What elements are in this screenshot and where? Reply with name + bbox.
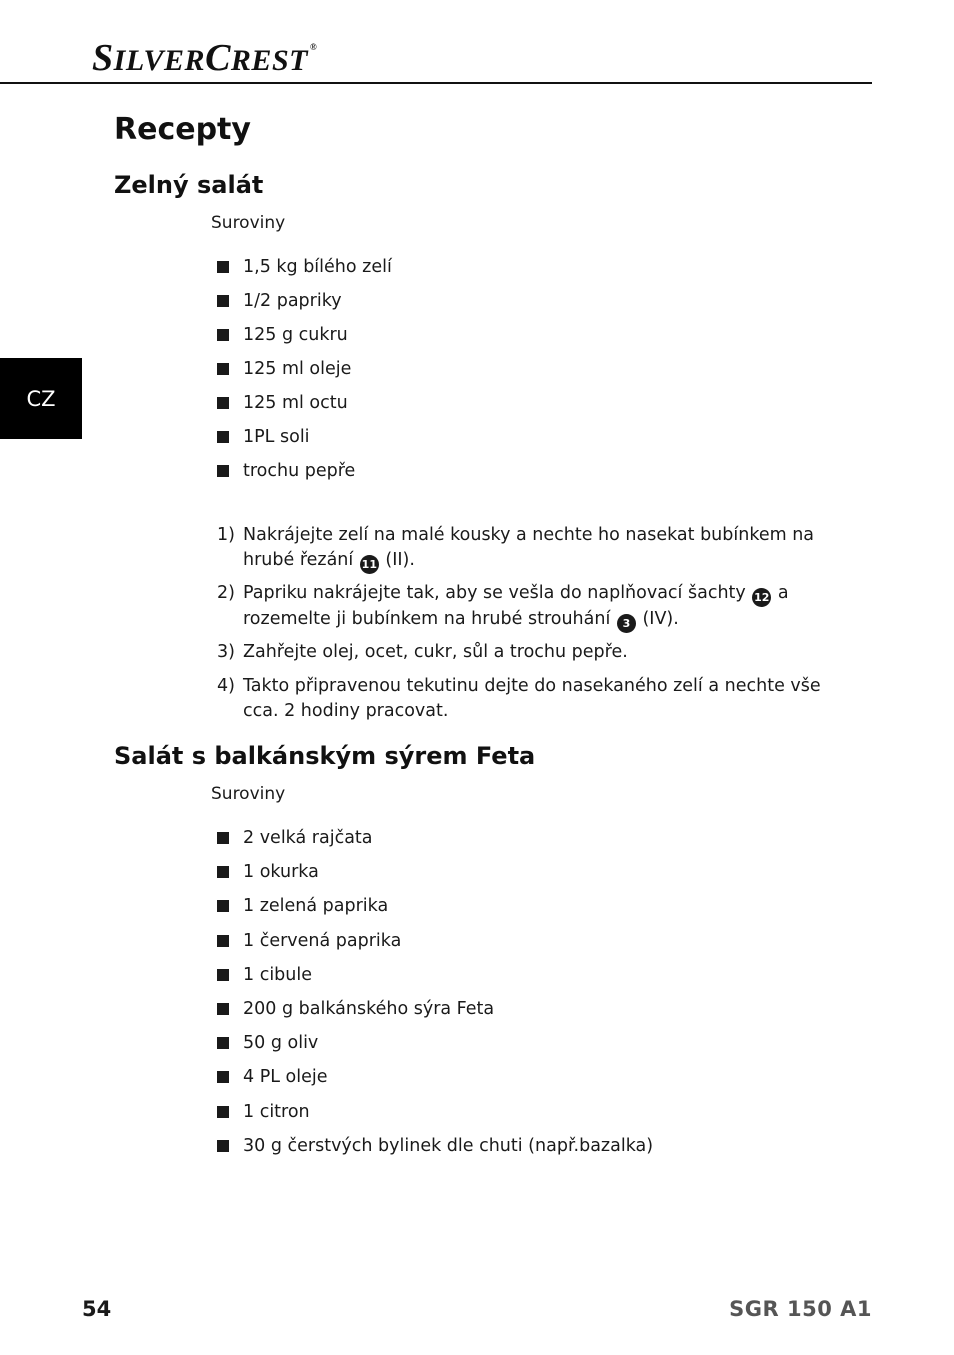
recipe-title: Salát s balkánským sýrem Feta (114, 742, 536, 770)
list-item: 1PL soli (217, 420, 392, 454)
ingredient-list (217, 250, 392, 488)
instruction-step: 3) Zahřejte olej, ocet, cukr, sůl a trochu pepře. (217, 642, 628, 662)
instruction-step: 4) Takto připravenou tekutinu dejte do nasekaného zelí a nechte vše cca. 2 hodiny pracovat. (217, 676, 821, 721)
list-item: 125 ml octu (217, 386, 392, 420)
bullet-square-icon (217, 866, 229, 878)
list-item: 1 okurka (217, 855, 653, 889)
bullet-square-icon (217, 1071, 229, 1083)
bullet-square-icon (217, 465, 229, 477)
list-item: 4 PL oleje (217, 1060, 653, 1094)
bullet-square-icon (217, 969, 229, 981)
part-number-icon: 3 (617, 614, 636, 633)
part-number-icon: 12 (752, 588, 771, 607)
bullet-square-icon (217, 363, 229, 375)
list-item: 1,5 kg bílého zelí (217, 250, 392, 284)
list-item: trochu pepře (217, 454, 392, 488)
bullet-square-icon (217, 261, 229, 273)
part-number-icon: 11 (360, 555, 379, 574)
bullet-square-icon (217, 832, 229, 844)
bullet-square-icon (217, 295, 229, 307)
list-item: 1 citron (217, 1095, 653, 1129)
recipe-title: Zelný salát (114, 171, 264, 199)
registered-mark: ® (309, 42, 318, 52)
list-item: 125 g cukru (217, 318, 392, 352)
language-code: CZ (26, 386, 56, 411)
language-tab (0, 358, 82, 439)
list-item: 1/2 papriky (217, 284, 392, 318)
list-item: 1 zelená paprika (217, 889, 653, 923)
bullet-square-icon (217, 1003, 229, 1015)
list-item: 1 červená paprika (217, 924, 653, 958)
model-number: SGR 150 A1 (729, 1297, 872, 1321)
ingredients-label: Suroviny (211, 213, 286, 233)
silvercrest-logo: SILVERCREST ® (92, 37, 318, 79)
list-item: 125 ml oleje (217, 352, 392, 386)
bullet-square-icon (217, 1037, 229, 1049)
bullet-square-icon (217, 329, 229, 341)
bullet-square-icon (217, 1140, 229, 1152)
ingredient-list (217, 821, 653, 1163)
list-item: 50 g oliv (217, 1026, 653, 1060)
list-item: 30 g čerstvých bylinek dle chuti (např.bazalka) (217, 1129, 653, 1163)
list-item: 2 velká rajčata (217, 821, 653, 855)
bullet-square-icon (217, 431, 229, 443)
list-item: 200 g balkánského sýra Feta (217, 992, 653, 1026)
page-title: Recepty (114, 112, 251, 147)
page-number: 54 (82, 1297, 112, 1321)
list-item: 1 cibule (217, 958, 653, 992)
bullet-square-icon (217, 900, 229, 912)
bullet-square-icon (217, 1106, 229, 1118)
ingredients-label: Suroviny (211, 784, 286, 804)
bullet-square-icon (217, 935, 229, 947)
header-rule (0, 82, 872, 84)
bullet-square-icon (217, 397, 229, 409)
instruction-step: 2) Papriku nakrájejte tak, aby se vešla do naplňovací šachty 12 a rozemelte ji bubínkem na hrubé strouhání 3 (IV). (217, 581, 837, 633)
instruction-step: 1) Nakrájejte zelí na malé kousky a nechte ho nasekat bubínkem na hrubé řezání 11 (II). (217, 523, 837, 574)
